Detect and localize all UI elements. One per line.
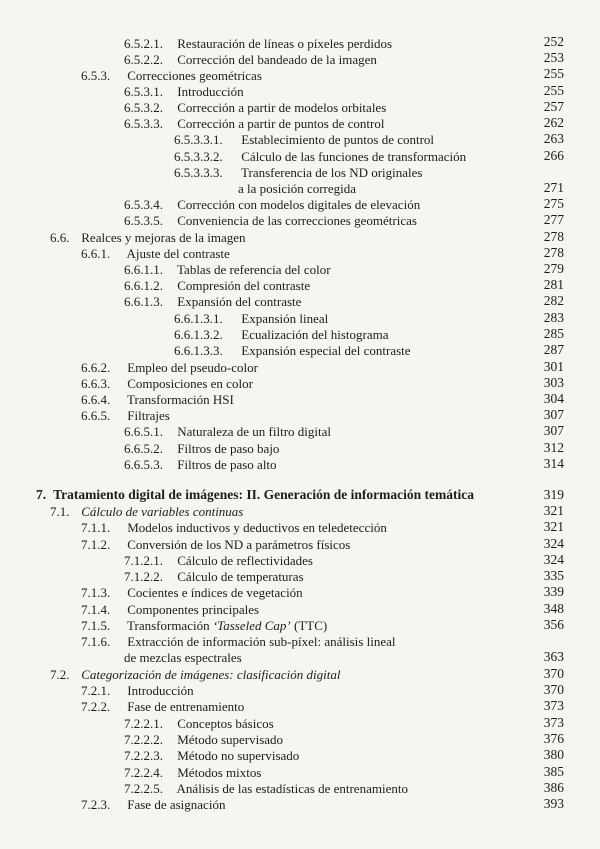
toc-number: 7. bbox=[36, 487, 47, 502]
toc-title: Empleo del pseudo-color bbox=[127, 360, 258, 375]
toc-entry bbox=[124, 100, 386, 116]
toc-title: Establecimiento de puntos de control bbox=[241, 132, 435, 147]
toc-number: 7.1.2. bbox=[81, 537, 111, 552]
toc-number: 7.2.2.2. bbox=[124, 732, 163, 747]
toc-title: Corrección a partir de puntos de control bbox=[177, 116, 385, 131]
toc-entry bbox=[81, 618, 327, 634]
toc-number: 6.6.5.1. bbox=[124, 424, 163, 439]
toc-entry bbox=[124, 294, 301, 310]
toc-title: Extracción de información sub-píxel: análisis lineal bbox=[127, 634, 396, 649]
toc-page: 356 bbox=[543, 617, 564, 632]
toc-title: Corrección con modelos digitales de elevación bbox=[177, 197, 421, 212]
toc-number: 7.1.5. bbox=[81, 618, 111, 633]
toc-number: 6.5.3.3.3. bbox=[174, 165, 223, 180]
toc-entry bbox=[124, 457, 277, 473]
toc-entry bbox=[81, 585, 303, 601]
toc-entry bbox=[81, 68, 262, 84]
toc-entry bbox=[50, 230, 246, 246]
toc-number: 6.6.2. bbox=[81, 360, 111, 375]
toc-entry bbox=[124, 197, 420, 213]
toc-number: 6.5.2.1. bbox=[124, 36, 163, 51]
toc-entry bbox=[124, 569, 304, 585]
toc-page: 324 bbox=[543, 536, 564, 551]
toc-page: 380 bbox=[543, 747, 564, 762]
toc-entry bbox=[174, 165, 423, 181]
toc-title: Introducción bbox=[127, 683, 194, 698]
toc-page: 319 bbox=[543, 487, 564, 502]
toc-number: 7.1.6. bbox=[81, 634, 111, 649]
toc-number: 6.5.3.3. bbox=[124, 116, 163, 131]
toc-entry bbox=[124, 748, 299, 764]
toc-number: 7.2.2.5. bbox=[124, 781, 163, 796]
toc-page: 263 bbox=[543, 131, 564, 146]
toc-number: 6.6.5.2. bbox=[124, 441, 163, 456]
toc-title: Corrección del bandeado de la imagen bbox=[177, 52, 377, 67]
toc-number: 6.5.3.2. bbox=[124, 100, 163, 115]
toc-page: 335 bbox=[543, 568, 564, 583]
toc-number: 7.1.2.1. bbox=[124, 553, 163, 568]
toc-page: 312 bbox=[543, 440, 564, 455]
toc-entry bbox=[124, 36, 392, 52]
toc-title: Tratamiento digital de imágenes: II. Generación de información temática bbox=[53, 487, 474, 502]
toc-page: 275 bbox=[543, 196, 564, 211]
toc-number: 6.6.1.3. bbox=[124, 294, 163, 309]
toc-page: 376 bbox=[543, 731, 564, 746]
toc-page: 370 bbox=[543, 666, 564, 681]
toc-title: Naturaleza de un filtro digital bbox=[177, 424, 332, 439]
toc-title: Filtrajes bbox=[127, 408, 170, 423]
toc-page: 283 bbox=[543, 310, 564, 325]
toc-page: 363 bbox=[543, 649, 564, 664]
toc-entry bbox=[124, 716, 274, 732]
toc-page: 285 bbox=[543, 326, 564, 341]
toc-title: Tablas de referencia del color bbox=[177, 262, 331, 277]
toc-number: 6.6.1.2. bbox=[124, 278, 163, 293]
toc-entry bbox=[174, 149, 466, 165]
toc-title: Cálculo de las funciones de transformación bbox=[241, 149, 467, 164]
toc-entry bbox=[81, 408, 170, 424]
toc-entry bbox=[50, 667, 341, 683]
toc-number: 6.5.3. bbox=[81, 68, 111, 83]
toc-page: 314 bbox=[543, 456, 564, 471]
toc-page: 321 bbox=[543, 503, 564, 518]
toc-entry bbox=[50, 504, 243, 520]
toc-page: 385 bbox=[543, 764, 564, 779]
toc-entry bbox=[81, 520, 387, 536]
toc-number: 6.5.3.3.2. bbox=[174, 149, 223, 164]
toc-page: 262 bbox=[543, 115, 564, 130]
toc-title: Fase de entrenamiento bbox=[127, 699, 245, 714]
toc-number: 6.5.3.1. bbox=[124, 84, 163, 99]
toc-number: 6.5.3.3.1. bbox=[174, 132, 223, 147]
toc-title: Métodos mixtos bbox=[177, 765, 262, 780]
toc-title: Expansión lineal bbox=[241, 311, 329, 326]
toc-title: Filtros de paso alto bbox=[177, 457, 277, 472]
toc-title: Ajuste del contraste bbox=[126, 246, 230, 261]
toc-title: Corrección a partir de modelos orbitales bbox=[177, 100, 387, 115]
toc-entry bbox=[124, 278, 310, 294]
toc-title-part: (TTC) bbox=[290, 618, 328, 633]
toc-number: 6.5.3.4. bbox=[124, 197, 163, 212]
toc-entry bbox=[81, 360, 258, 376]
toc-entry bbox=[124, 732, 283, 748]
toc-page: 271 bbox=[543, 180, 564, 195]
toc-number: 7.2.2.3. bbox=[124, 748, 163, 763]
toc-page: 279 bbox=[543, 261, 564, 276]
toc-entry bbox=[124, 52, 377, 68]
toc-number: 6.6.3. bbox=[81, 376, 111, 391]
toc-number: 6.6.1.1. bbox=[124, 262, 163, 277]
toc-page: 277 bbox=[543, 212, 564, 227]
toc-entry bbox=[174, 311, 328, 327]
toc-title: Análisis de las estadísticas de entrenamiento bbox=[176, 781, 408, 796]
toc-number: 6.6.5.3. bbox=[124, 457, 163, 472]
toc-title: Cocientes e índices de vegetación bbox=[127, 585, 303, 600]
toc-title: Expansión especial del contraste bbox=[241, 343, 411, 358]
toc-number: 7.1. bbox=[50, 504, 70, 519]
toc-entry bbox=[81, 392, 234, 408]
toc-chapter-entry bbox=[36, 487, 474, 503]
toc-page: 373 bbox=[543, 715, 564, 730]
toc-entry bbox=[81, 537, 350, 553]
toc-entry bbox=[81, 797, 225, 813]
toc-title: Expansión del contraste bbox=[177, 294, 302, 309]
toc-entry bbox=[174, 132, 434, 148]
toc-number: 7.2.2. bbox=[81, 699, 111, 714]
toc-entry bbox=[81, 376, 253, 392]
toc-number: 6.5.2.2. bbox=[124, 52, 163, 67]
toc-entry bbox=[124, 424, 331, 440]
toc-number: 6.6.4. bbox=[81, 392, 111, 407]
toc-number: 6.6.1. bbox=[81, 246, 111, 261]
toc-entry bbox=[174, 343, 411, 359]
toc-number: 7.2.1. bbox=[81, 683, 111, 698]
toc-entry bbox=[124, 765, 261, 781]
toc-page: 255 bbox=[543, 83, 564, 98]
toc-page: 393 bbox=[543, 796, 564, 811]
toc-entry bbox=[81, 683, 194, 699]
toc-title: Cálculo de reflectividades bbox=[177, 553, 313, 568]
toc-entry bbox=[124, 441, 279, 457]
toc-title: Composiciones en color bbox=[127, 376, 253, 391]
toc-page: 281 bbox=[543, 277, 564, 292]
toc-title: Correcciones geométricas bbox=[127, 68, 262, 83]
toc-title: Cálculo de variables continuas bbox=[81, 504, 244, 519]
toc-number: 7.2.3. bbox=[81, 797, 111, 812]
toc-title: Modelos inductivos y deductivos en teledetección bbox=[127, 520, 387, 535]
toc-page: 257 bbox=[543, 99, 564, 114]
toc-page: 301 bbox=[543, 359, 564, 374]
toc-page: 373 bbox=[543, 698, 564, 713]
toc-title-part: Transformación bbox=[127, 618, 213, 633]
toc-page: 252 bbox=[543, 34, 564, 49]
toc-title: Método no supervisado bbox=[177, 748, 300, 763]
toc-title: Realces y mejoras de la imagen bbox=[81, 230, 246, 245]
toc-number: 7.1.4. bbox=[81, 602, 111, 617]
toc-page: 278 bbox=[543, 245, 564, 260]
toc-entry bbox=[81, 602, 259, 618]
toc-number: 6.5.3.5. bbox=[124, 213, 163, 228]
toc-title: Conveniencia de las correcciones geométricas bbox=[177, 213, 417, 228]
toc-entry bbox=[124, 262, 331, 278]
toc-number: 6.6. bbox=[50, 230, 70, 245]
toc-entry bbox=[81, 246, 230, 262]
toc-title-italic-part: ‘Tasseled Cap’ bbox=[212, 618, 291, 633]
toc-page: 253 bbox=[543, 50, 564, 65]
toc-page: 348 bbox=[543, 601, 564, 616]
toc-title: Categorización de imágenes: clasificación digital bbox=[81, 667, 341, 682]
toc-title: Componentes principales bbox=[127, 602, 260, 617]
toc-entry bbox=[124, 553, 313, 569]
toc-page: 324 bbox=[543, 552, 564, 567]
toc-page: 370 bbox=[543, 682, 564, 697]
toc-page: 304 bbox=[543, 391, 564, 406]
toc-number: 6.6.1.3.2. bbox=[174, 327, 223, 342]
toc-title: Cálculo de temperaturas bbox=[177, 569, 304, 584]
toc-title: Transformación HSI bbox=[127, 392, 234, 407]
toc-number: 6.6.5. bbox=[81, 408, 111, 423]
toc-page: 339 bbox=[543, 584, 564, 599]
toc-entry bbox=[124, 781, 408, 797]
toc-title: Introducción bbox=[177, 84, 244, 99]
toc-entry bbox=[124, 213, 417, 229]
toc-title: Fase de asignación bbox=[127, 797, 226, 812]
toc-title: Filtros de paso bajo bbox=[177, 441, 280, 456]
toc-page: 321 bbox=[543, 519, 564, 534]
toc-title: Conceptos básicos bbox=[177, 716, 274, 731]
toc-page: 307 bbox=[543, 407, 564, 422]
toc-page: 303 bbox=[543, 375, 564, 390]
toc-page: 255 bbox=[543, 66, 564, 81]
toc-number: 6.6.1.3.3. bbox=[174, 343, 223, 358]
toc-page: 278 bbox=[543, 229, 564, 244]
toc-entry bbox=[174, 327, 389, 343]
toc-page: 266 bbox=[543, 148, 564, 163]
toc-title-continuation: a la posición corregida bbox=[238, 181, 357, 196]
toc-number: 6.6.1.3.1. bbox=[174, 311, 223, 326]
toc-title: Restauración de líneas o píxeles perdidos bbox=[177, 36, 393, 51]
toc-title bbox=[127, 618, 327, 633]
toc-page: 307 bbox=[543, 423, 564, 438]
toc-page: 287 bbox=[543, 342, 564, 357]
toc-entry bbox=[124, 116, 384, 132]
toc-page: 282 bbox=[543, 293, 564, 308]
toc-title: Conversión de los ND a parámetros físicos bbox=[127, 537, 351, 552]
toc-title: Compresión del contraste bbox=[177, 278, 311, 293]
toc-number: 7.2. bbox=[50, 667, 70, 682]
toc-number: 7.2.2.1. bbox=[124, 716, 163, 731]
toc-number: 7.1.3. bbox=[81, 585, 111, 600]
toc-title-continuation: de mezclas espectrales bbox=[124, 650, 242, 665]
toc-number: 7.2.2.4. bbox=[124, 765, 163, 780]
toc-page: 386 bbox=[543, 780, 564, 795]
toc-entry bbox=[81, 699, 244, 715]
toc-number: 7.1.2.2. bbox=[124, 569, 163, 584]
toc-title: Ecualización del histograma bbox=[241, 327, 389, 342]
toc-entry bbox=[81, 634, 395, 650]
toc-number: 7.1.1. bbox=[81, 520, 111, 535]
toc-title: Transferencia de los ND originales bbox=[241, 165, 423, 180]
toc-title: Método supervisado bbox=[177, 732, 284, 747]
toc-entry bbox=[124, 84, 244, 100]
